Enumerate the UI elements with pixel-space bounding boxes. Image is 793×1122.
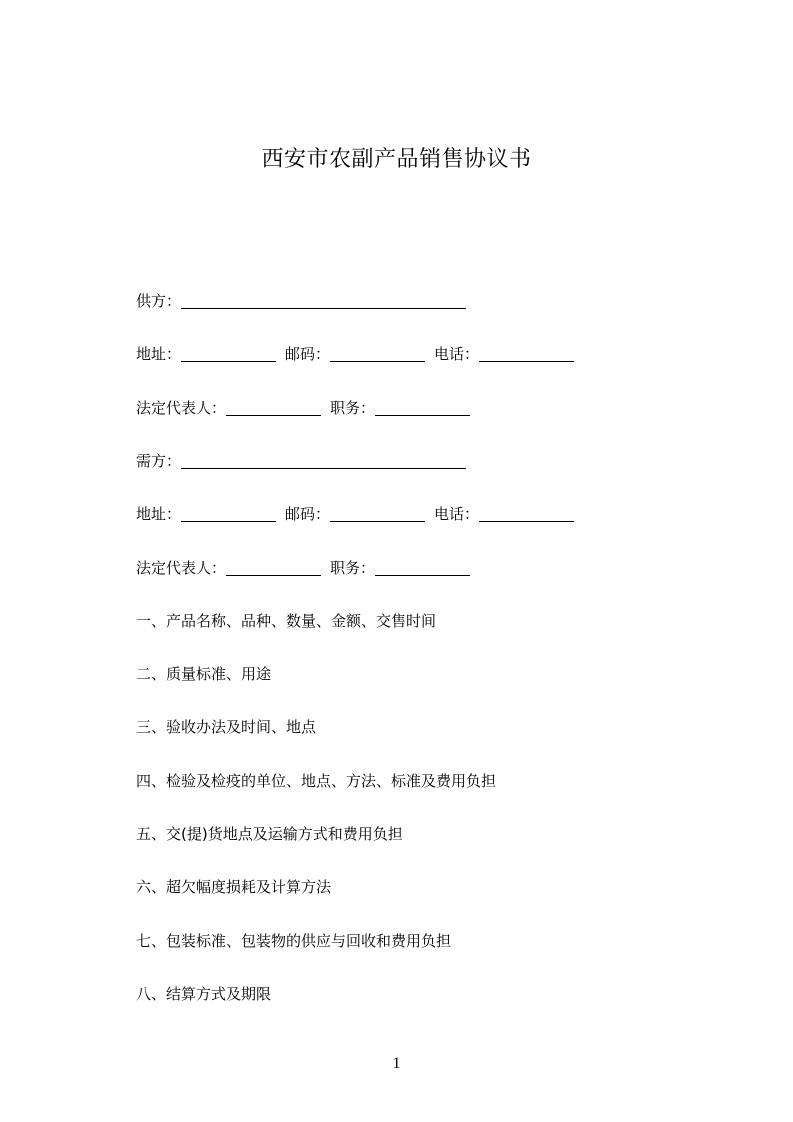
buyer-position-blank bbox=[375, 560, 470, 576]
buyer-postcode-label: 邮码： bbox=[285, 505, 331, 523]
clause-5: 五、交(提)货地点及运输方式和费用负担 bbox=[136, 825, 403, 843]
supplier-rep-line bbox=[136, 398, 470, 418]
buyer-address-blank bbox=[181, 506, 276, 522]
document-title: 西安市农副产品销售协议书 bbox=[261, 147, 532, 172]
buyer-phone-label: 电话： bbox=[434, 505, 480, 523]
buyer-phone-blank bbox=[479, 506, 574, 522]
supplier-rep-label: 法定代表人： bbox=[136, 399, 227, 417]
buyer-position-label: 职务： bbox=[330, 559, 376, 577]
supplier-position-label: 职务： bbox=[330, 399, 376, 417]
buyer-address-label: 地址： bbox=[136, 505, 182, 523]
clause-6: 六、超欠幅度损耗及计算方法 bbox=[136, 878, 332, 896]
supplier-address-label: 地址： bbox=[136, 345, 182, 363]
clause-4: 四、检验及检疫的单位、地点、方法、标准及费用负担 bbox=[136, 772, 497, 790]
buyer-rep-line bbox=[136, 558, 470, 578]
supplier-name-label: 供方： bbox=[136, 292, 182, 310]
supplier-postcode-blank bbox=[330, 346, 425, 362]
buyer-name-blank bbox=[181, 453, 466, 469]
buyer-contact-line bbox=[136, 504, 574, 524]
supplier-phone-blank bbox=[479, 346, 574, 362]
clause-8: 八、结算方式及期限 bbox=[136, 985, 272, 1003]
page-number: 1 bbox=[392, 1055, 401, 1072]
buyer-name-line bbox=[136, 451, 466, 471]
supplier-position-blank bbox=[375, 400, 470, 416]
supplier-name-blank bbox=[181, 293, 466, 309]
clause-1: 一、产品名称、品种、数量、金额、交售时间 bbox=[136, 612, 437, 630]
clause-3: 三、验收办法及时间、地点 bbox=[136, 718, 317, 736]
supplier-contact-line bbox=[136, 344, 574, 364]
supplier-name-line bbox=[136, 291, 466, 311]
supplier-rep-blank bbox=[226, 400, 321, 416]
buyer-name-label: 需方： bbox=[136, 452, 182, 470]
buyer-rep-label: 法定代表人： bbox=[136, 559, 227, 577]
clause-2: 二、质量标准、用途 bbox=[136, 665, 272, 683]
supplier-postcode-label: 邮码： bbox=[285, 345, 331, 363]
supplier-phone-label: 电话： bbox=[434, 345, 480, 363]
buyer-postcode-blank bbox=[330, 506, 425, 522]
supplier-address-blank bbox=[181, 346, 276, 362]
clause-7: 七、包装标准、包装物的供应与回收和费用负担 bbox=[136, 932, 452, 950]
buyer-rep-blank bbox=[226, 560, 321, 576]
